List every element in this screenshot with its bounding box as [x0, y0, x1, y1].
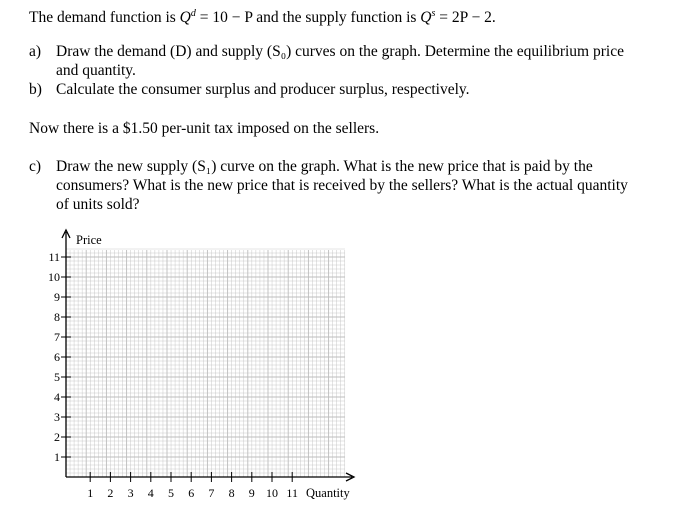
y-tick-label: 10: [48, 270, 60, 284]
x-axis-title: Quantity: [306, 486, 350, 500]
supply-q: Q: [420, 9, 432, 27]
supply-rhs: = 2P − 2.: [435, 9, 496, 27]
supply-superscript: s: [431, 8, 436, 19]
demand-superscript: d: [190, 8, 196, 19]
x-tick-label: 11: [286, 486, 298, 500]
question-a-line2: and quantity.: [56, 62, 136, 79]
x-tick-label: 5: [168, 486, 174, 500]
y-tick-label: 4: [54, 390, 60, 404]
y-tick-label: 6: [54, 350, 60, 364]
demand-q: Q: [179, 9, 191, 27]
tax-note: Now there is a $1.50 per-unit tax imposed on the sellers.: [29, 120, 380, 137]
question-b-marker: b): [29, 81, 42, 98]
x-tick-label: 2: [107, 486, 114, 500]
x-tick-label: 8: [228, 486, 235, 500]
x-tick-label: 10: [266, 486, 278, 500]
axis-ticks: [48, 250, 298, 500]
intro-prefix: The demand function is: [29, 9, 180, 27]
question-a-marker: a): [29, 43, 42, 60]
y-tick-label: 1: [54, 450, 60, 464]
y-tick-label: 7: [54, 330, 60, 344]
x-tick-label: 7: [208, 486, 215, 500]
question-c-line1: Draw the new supply (S₁) curve on the graph. What is the new price that is paid by the: [56, 158, 593, 175]
x-tick-label: 3: [127, 486, 134, 500]
question-a-line1: Draw the demand (D) and supply (S₀) curves on the graph. Determine the equilibrium price: [56, 43, 624, 60]
question-c-marker: c): [29, 158, 42, 175]
question-b-line1: Calculate the consumer surplus and producer surplus, respectively.: [56, 81, 470, 98]
demand-rhs: = 10 − P: [195, 9, 253, 27]
x-tick-label: 6: [188, 486, 195, 500]
question-c-line3: of units sold?: [56, 196, 140, 213]
y-tick-label: 11: [48, 250, 60, 264]
graph-axes: [62, 230, 354, 481]
y-axis-title: Price: [76, 233, 102, 247]
graph-grid: [66, 249, 345, 477]
y-tick-label: 2: [54, 430, 60, 444]
question-c-line2: consumers? What is the new price that is received by the sellers? What is the actual quantity: [56, 177, 628, 194]
y-tick-label: 8: [54, 310, 60, 324]
intro-middle: and the supply function is: [252, 9, 421, 27]
y-tick-label: 5: [54, 370, 60, 384]
y-tick-label: 9: [54, 290, 60, 304]
x-tick-label: 1: [87, 486, 94, 500]
x-tick-label: 4: [147, 486, 154, 500]
y-tick-label: 3: [54, 410, 60, 424]
x-tick-label: 9: [248, 486, 255, 500]
